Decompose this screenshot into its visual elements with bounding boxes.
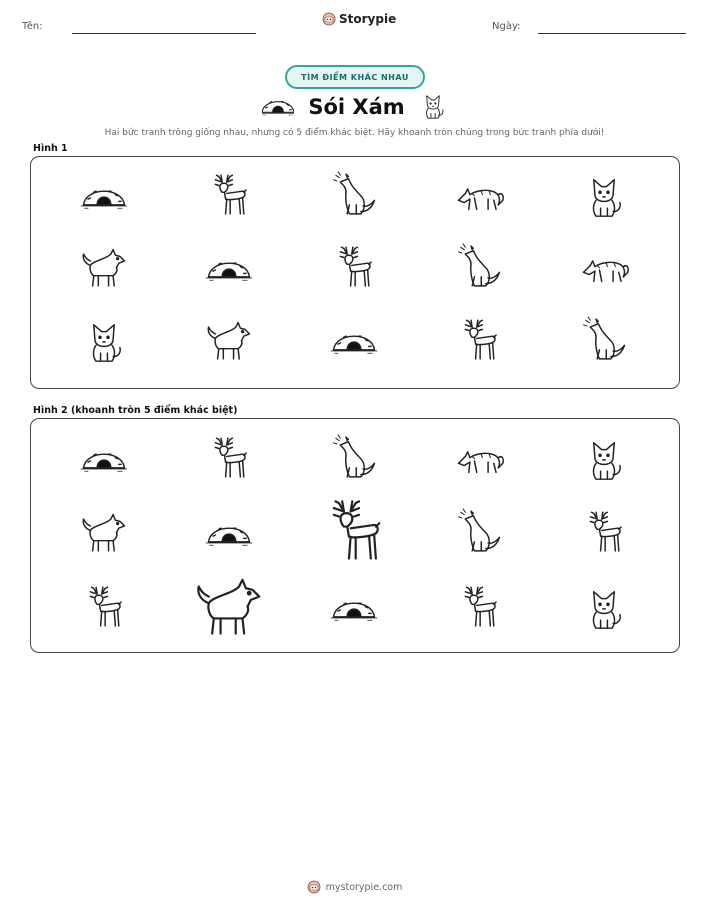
deer-icon	[579, 510, 629, 560]
picture-1-label: Hình 1	[33, 143, 68, 154]
picture-item-wolf-prowl[interactable]	[454, 436, 504, 486]
den-icon	[79, 436, 129, 486]
page-title: Sói Xám	[308, 95, 405, 119]
storypie-mascot-icon	[307, 880, 321, 894]
wolf-sit-icon	[579, 436, 629, 486]
wolf-sit-icon	[579, 585, 629, 635]
wolf-howl-icon	[454, 245, 504, 295]
wolf-howl-icon	[579, 318, 629, 368]
picture-item-deer	[329, 245, 379, 295]
deer-icon	[454, 318, 504, 368]
instructions: Hai bức tranh trông giống nhau, nhưng có 5 điểm khác biệt. Hãy khoanh tròn chúng trong bức tranh phía dưới!	[104, 128, 605, 138]
picture-item-den[interactable]	[204, 510, 254, 560]
wolf-howl-icon	[454, 510, 504, 560]
wolf-stand-icon	[79, 245, 129, 295]
deer-icon	[317, 498, 391, 572]
picture-item-wolf-prowl	[579, 245, 629, 295]
den-icon	[329, 585, 379, 635]
picture-item-wolf-stand	[79, 245, 129, 295]
picture-item-wolf-howl	[454, 245, 504, 295]
title-row	[0, 92, 709, 122]
picture-item-wolf-sit	[79, 318, 129, 368]
picture-item-deer[interactable]	[579, 510, 629, 560]
picture-item-wolf-prowl	[454, 173, 504, 223]
picture-item-deer[interactable]	[454, 585, 504, 635]
picture-item-den[interactable]	[79, 436, 129, 486]
picture-item-deer[interactable]	[79, 585, 129, 635]
date-line[interactable]	[538, 33, 686, 34]
wolf-icon	[419, 92, 447, 122]
picture-item-den	[204, 245, 254, 295]
picture-item-wolf-howl	[579, 318, 629, 368]
picture-item-deer	[204, 173, 254, 223]
picture-item-deer	[454, 318, 504, 368]
deer-icon	[204, 173, 254, 223]
den-icon	[204, 245, 254, 295]
picture-item-wolf-howl[interactable]	[454, 510, 504, 560]
wolf-stand-icon	[192, 573, 266, 647]
wolf-sit-icon	[79, 318, 129, 368]
picture-item-wolf-sit[interactable]	[579, 436, 629, 486]
storypie-mascot-icon	[322, 12, 336, 26]
picture-item-wolf-stand[interactable]	[192, 573, 266, 647]
picture-item-wolf-sit[interactable]	[579, 585, 629, 635]
deer-icon	[79, 585, 129, 635]
picture-1-panel	[30, 156, 680, 389]
wolf-sit-icon	[579, 173, 629, 223]
wolf-prowl-icon	[454, 436, 504, 486]
name-label: Tên:	[22, 21, 43, 32]
wolf-stand-icon	[204, 318, 254, 368]
deer-icon	[204, 436, 254, 486]
brand-name: Storypie	[339, 12, 397, 26]
deer-icon	[329, 245, 379, 295]
den-icon	[329, 318, 379, 368]
brand-logo	[322, 12, 396, 26]
wolf-prowl-icon	[454, 173, 504, 223]
footer	[0, 880, 709, 894]
picture-item-deer[interactable]	[317, 498, 391, 572]
picture-item-wolf-stand[interactable]	[79, 510, 129, 560]
picture-2-label: Hình 2 (khoanh tròn 5 điểm khác biệt)	[33, 405, 238, 416]
deer-icon	[454, 585, 504, 635]
picture-item-wolf-sit	[579, 173, 629, 223]
date-label: Ngày:	[492, 21, 521, 32]
wolf-howl-icon	[329, 436, 379, 486]
picture-item-den	[79, 173, 129, 223]
name-line[interactable]	[72, 33, 256, 34]
picture-item-wolf-howl	[329, 173, 379, 223]
picture-item-den	[329, 318, 379, 368]
picture-item-deer[interactable]	[204, 436, 254, 486]
footer-url[interactable]: mystorypie.com	[325, 881, 403, 893]
den-icon	[262, 98, 294, 116]
den-icon	[204, 510, 254, 560]
picture-2-panel[interactable]	[30, 418, 680, 653]
picture-item-den[interactable]	[329, 585, 379, 635]
picture-item-wolf-howl[interactable]	[329, 436, 379, 486]
den-icon	[79, 173, 129, 223]
wolf-prowl-icon	[579, 245, 629, 295]
wolf-howl-icon	[329, 173, 379, 223]
wolf-stand-icon	[79, 510, 129, 560]
activity-badge: TÌM ĐIỂM KHÁC NHAU	[285, 65, 425, 89]
picture-item-wolf-stand	[204, 318, 254, 368]
